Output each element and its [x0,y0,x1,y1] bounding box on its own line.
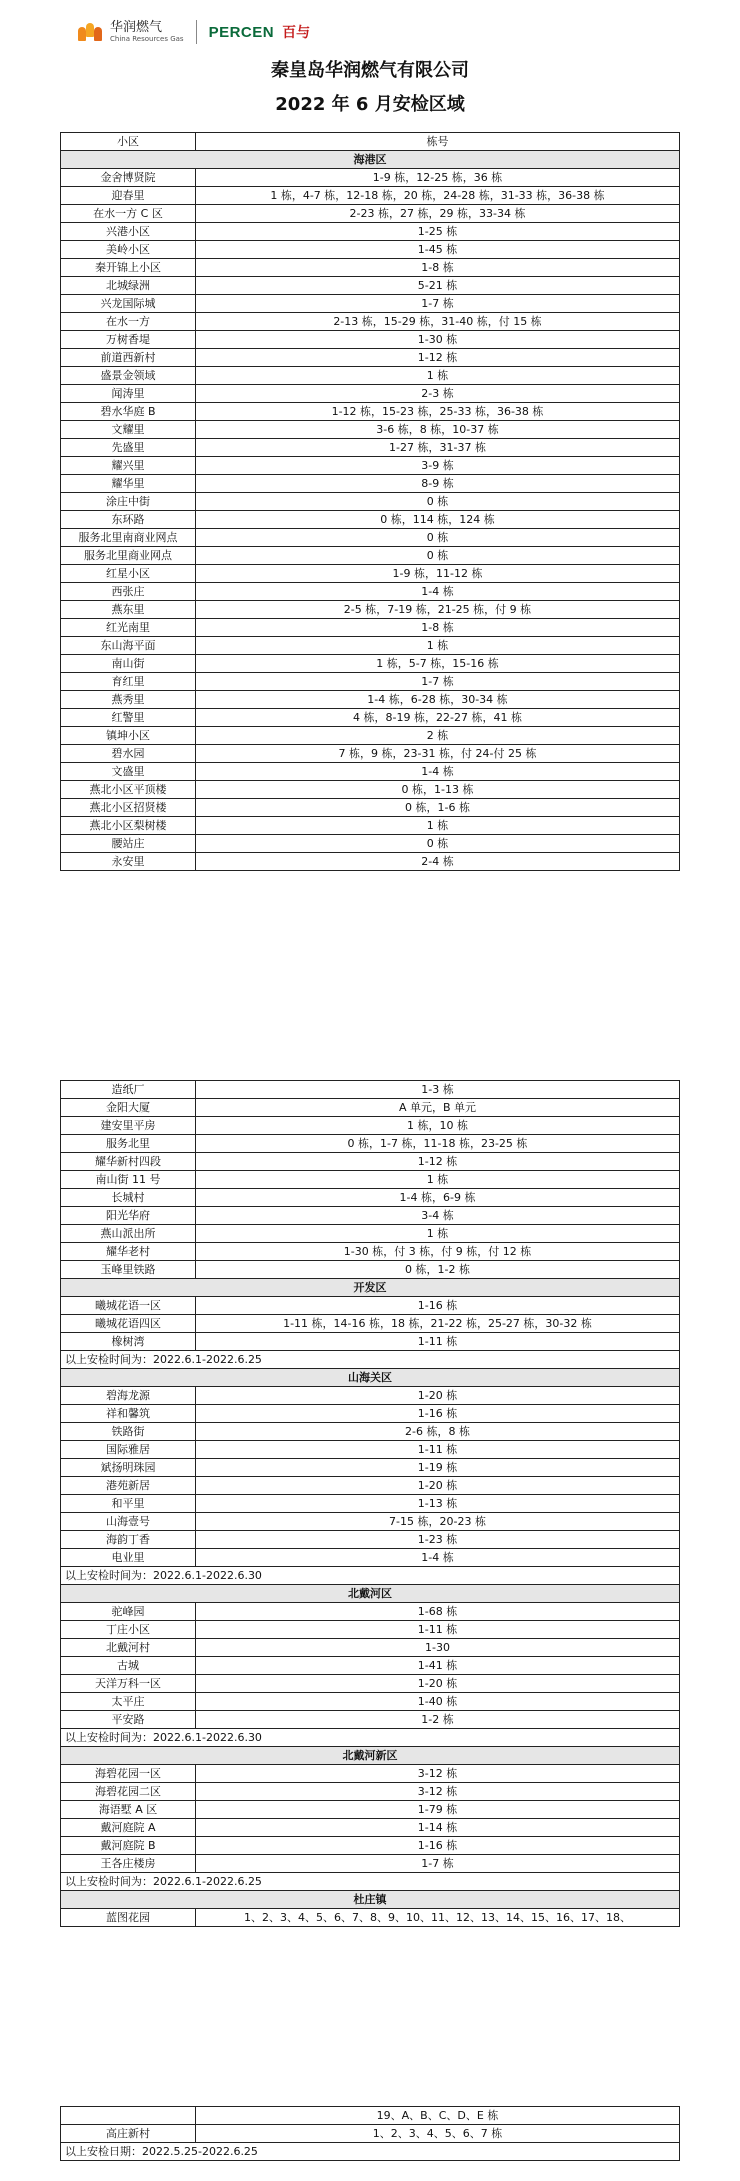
table-row [61,259,680,277]
table-row [61,1513,680,1531]
table-row [61,727,680,745]
community-name-cell: 建安里平房 [61,1117,196,1135]
table-row [61,1333,680,1351]
table-row [61,1783,680,1801]
community-name-cell: 镇坤小区 [61,727,196,745]
table-body-part1 [61,133,680,871]
table-row [61,1639,680,1657]
community-name-cell: 育红里 [61,673,196,691]
building-numbers-cell: 1-7 栋 [196,1855,680,1873]
table-row [61,1837,680,1855]
table-row [61,1801,680,1819]
logo-divider [196,20,197,44]
community-name-cell: 燕北小区梨树楼 [61,817,196,835]
building-numbers-cell: 1-11 栋，14-16 栋，18 栋，21-22 栋，25-27 栋，30-32 栋 [196,1315,680,1333]
building-numbers-cell: 2-3 栋 [196,385,680,403]
table-row [61,565,680,583]
community-name-cell: 戴河庭院 A [61,1819,196,1837]
table-row [61,187,680,205]
table-body-part3 [61,2107,680,2161]
building-numbers-cell: 0 栋 [196,835,680,853]
table-row [61,1657,680,1675]
table-row [61,1081,680,1099]
building-numbers-cell: 2 栋 [196,727,680,745]
community-name-cell: 服务北里 [61,1135,196,1153]
table-row [61,223,680,241]
building-numbers-cell: 1-4 栋 [196,583,680,601]
inspection-period-note-row [61,1873,680,1891]
building-numbers-cell: 1-16 栋 [196,1837,680,1855]
community-name-cell: 戴河庭院 B [61,1837,196,1855]
building-numbers-cell: 1-4 栋 [196,763,680,781]
table-row [61,493,680,511]
building-numbers-cell: 19、A、B、C、D、E 栋 [196,2107,680,2125]
table-row [61,853,680,871]
logo-cn-text: 华润燃气 [110,20,163,35]
table-row [61,1603,680,1621]
community-name-cell: 港苑新居 [61,1477,196,1495]
community-name-cell: 斌扬明珠园 [61,1459,196,1477]
table-row [61,781,680,799]
building-numbers-cell: 1-30 栋，付 3 栋，付 9 栋，付 12 栋 [196,1243,680,1261]
table-row [61,277,680,295]
community-name-cell: 耀华新村四段 [61,1153,196,1171]
building-numbers-cell: 1-2 栋 [196,1711,680,1729]
table-row [61,1909,680,1927]
building-numbers-cell: A 单元，B 单元 [196,1099,680,1117]
table-row [61,1459,680,1477]
building-numbers-cell: 1-8 栋 [196,619,680,637]
district-name: 山海关区 [61,1369,680,1387]
inspection-table-part3 [60,2106,680,2161]
community-name-cell: 王各庄楼房 [61,1855,196,1873]
building-numbers-cell: 1 栋 [196,1171,680,1189]
community-name-cell: 海碧花园一区 [61,1765,196,1783]
community-name-cell: 长城村 [61,1189,196,1207]
community-name-cell: 红警里 [61,709,196,727]
table-row [61,835,680,853]
table-row [61,169,680,187]
company-title: 秦皇岛华润燃气有限公司 [271,60,469,81]
community-name-cell: 在水一方 [61,313,196,331]
table-row [61,763,680,781]
building-numbers-cell: 0 栋，1-2 栋 [196,1261,680,1279]
community-name-cell: 东山海平面 [61,637,196,655]
table-row [61,1135,680,1153]
building-numbers-cell: 1 栋，5-7 栋，15-16 栋 [196,655,680,673]
community-name-cell: 永安里 [61,853,196,871]
table-row [61,799,680,817]
community-name-cell: 西张庄 [61,583,196,601]
community-name-cell: 万树香堤 [61,331,196,349]
flame-logo-icon [78,21,102,43]
building-numbers-cell: 0 栋 [196,529,680,547]
table-row [61,475,680,493]
table-row [61,1549,680,1567]
community-name-cell: 海语墅 A 区 [61,1801,196,1819]
community-name-cell: 腰站庄 [61,835,196,853]
community-name-cell: 前道西新村 [61,349,196,367]
building-numbers-cell: 1 栋 [196,1225,680,1243]
table-row [61,2107,680,2125]
community-name-cell: 丁庄小区 [61,1621,196,1639]
community-name-cell: 驼峰园 [61,1603,196,1621]
table-row [61,1387,680,1405]
community-name-cell: 和平里 [61,1495,196,1513]
community-name-cell: 北戴河村 [61,1639,196,1657]
community-name-cell: 燕北小区平顶楼 [61,781,196,799]
table-row [61,331,680,349]
table-row [61,205,680,223]
page-header [0,0,740,128]
community-name-cell: 兴龙国际城 [61,295,196,313]
company-logo [78,20,310,44]
district-section-row [61,151,680,169]
table-row [61,439,680,457]
table-row [61,547,680,565]
community-name-cell: 太平庄 [61,1693,196,1711]
community-name-cell: 耀华老村 [61,1243,196,1261]
building-numbers-cell: 1、2、3、4、5、6、7 栋 [196,2125,680,2143]
table-row [61,511,680,529]
building-numbers-cell: 1 栋，4-7 栋，12-18 栋，20 栋，24-28 栋，31-33 栋，36-38 栋 [196,187,680,205]
building-numbers-cell: 1-20 栋 [196,1387,680,1405]
table-row [61,1423,680,1441]
district-name: 北戴河新区 [61,1747,680,1765]
building-numbers-cell: 1-30 栋 [196,331,680,349]
table-header-row [61,133,680,151]
community-name-cell: 国际雅居 [61,1441,196,1459]
community-name-cell: 迎春里 [61,187,196,205]
building-numbers-cell: 1-13 栋 [196,1495,680,1513]
building-numbers-cell: 1-11 栋 [196,1441,680,1459]
community-name-cell: 古城 [61,1657,196,1675]
building-numbers-cell: 1-30 [196,1639,680,1657]
building-numbers-cell: 1-8 栋 [196,259,680,277]
inspection-period-note-row [61,2143,680,2161]
community-name-cell: 造纸厂 [61,1081,196,1099]
table-row [61,1765,680,1783]
building-numbers-cell: 1-11 栋 [196,1621,680,1639]
community-name-cell: 蓝图花园 [61,1909,196,1927]
building-numbers-cell: 0 栋，1-13 栋 [196,781,680,799]
building-numbers-cell: 1-23 栋 [196,1531,680,1549]
table-row [61,1405,680,1423]
table-row [61,1207,680,1225]
community-name-cell: 金阳大厦 [61,1099,196,1117]
table-row [61,1819,680,1837]
table-row [61,619,680,637]
building-numbers-cell: 1-12 栋 [196,349,680,367]
table-row [61,637,680,655]
table-row [61,1261,680,1279]
table-row [61,1225,680,1243]
community-name-cell: 服务北里南商业网点 [61,529,196,547]
community-name-cell: 铁路街 [61,1423,196,1441]
community-name-cell: 天洋万科一区 [61,1675,196,1693]
district-section-row [61,1891,680,1909]
table-row [61,1171,680,1189]
table-row [61,385,680,403]
building-numbers-cell: 1-79 栋 [196,1801,680,1819]
community-name-cell: 燕北小区招贤楼 [61,799,196,817]
table-row [61,1297,680,1315]
building-numbers-cell: 1-11 栋 [196,1333,680,1351]
table-row [61,1621,680,1639]
table-row [61,1495,680,1513]
table-row [61,1243,680,1261]
column-header-area: 小区 [61,133,196,151]
table-row [61,1099,680,1117]
building-numbers-cell: 1-4 栋 [196,1549,680,1567]
inspection-period-note-row [61,1351,680,1369]
building-numbers-cell: 1-7 栋 [196,673,680,691]
building-numbers-cell: 4 栋，8-19 栋，22-27 栋，41 栋 [196,709,680,727]
building-numbers-cell: 1-25 栋 [196,223,680,241]
community-name-cell: 电业里 [61,1549,196,1567]
district-section-row [61,1747,680,1765]
building-numbers-cell: 3-9 栋 [196,457,680,475]
community-name-cell: 碧水园 [61,745,196,763]
community-name-cell: 碧海龙源 [61,1387,196,1405]
community-name-cell: 北城绿洲 [61,277,196,295]
community-name-cell: 碧水华庭 B [61,403,196,421]
community-name-cell: 东环路 [61,511,196,529]
table-row [61,691,680,709]
building-numbers-cell: 0 栋，1-7 栋，11-18 栋，23-25 栋 [196,1135,680,1153]
table-row [61,673,680,691]
document-subtitle: 2022 年 6 月安检区域 [275,94,465,115]
community-name-cell: 耀华里 [61,475,196,493]
table-row [61,1315,680,1333]
building-numbers-cell: 1-20 栋 [196,1675,680,1693]
district-name: 海港区 [61,151,680,169]
community-name-cell: 南山街 11 号 [61,1171,196,1189]
table-row [61,2125,680,2143]
column-header-building: 栋号 [196,133,680,151]
community-name-cell: 祥和馨筑 [61,1405,196,1423]
district-section-row [61,1585,680,1603]
building-numbers-cell: 1、2、3、4、5、6、7、8、9、10、11、12、13、14、15、16、17、18、 [196,1909,680,1927]
building-numbers-cell: 1-3 栋 [196,1081,680,1099]
district-section-row [61,1369,680,1387]
table-row [61,1441,680,1459]
building-numbers-cell: 3-12 栋 [196,1765,680,1783]
table-row [61,655,680,673]
community-name-cell: 红光南里 [61,619,196,637]
table-row [61,349,680,367]
inspection-period-note-row [61,1567,680,1585]
table-row [61,1117,680,1135]
building-numbers-cell: 5-21 栋 [196,277,680,295]
inspection-period-note: 以上安检时间为：2022.6.1-2022.6.25 [61,1873,680,1891]
building-numbers-cell: 1-45 栋 [196,241,680,259]
table-row [61,1711,680,1729]
building-numbers-cell: 1-12 栋，15-23 栋，25-33 栋，36-38 栋 [196,403,680,421]
building-numbers-cell: 1-27 栋，31-37 栋 [196,439,680,457]
community-name-cell: 秦开锦上小区 [61,259,196,277]
table-row [61,583,680,601]
community-name-cell: 耀兴里 [61,457,196,475]
building-numbers-cell: 1-16 栋 [196,1405,680,1423]
table-row [61,529,680,547]
community-name-cell: 文盛里 [61,763,196,781]
building-numbers-cell: 1-9 栋，12-25 栋，36 栋 [196,169,680,187]
building-numbers-cell: 0 栋，1-6 栋 [196,799,680,817]
building-numbers-cell: 8-9 栋 [196,475,680,493]
community-name-cell: 在水一方 C 区 [61,205,196,223]
community-name-cell: 玉峰里铁路 [61,1261,196,1279]
table-row [61,1153,680,1171]
table-row [61,313,680,331]
table-row [61,1675,680,1693]
building-numbers-cell: 1-40 栋 [196,1693,680,1711]
community-name-cell: 燕秀里 [61,691,196,709]
community-name-cell: 美岭小区 [61,241,196,259]
table-row [61,601,680,619]
community-name-cell: 先盛里 [61,439,196,457]
community-name-cell: 兴港小区 [61,223,196,241]
building-numbers-cell: 1-16 栋 [196,1297,680,1315]
building-numbers-cell: 0 栋，114 栋，124 栋 [196,511,680,529]
community-name-cell: 海韵丁香 [61,1531,196,1549]
building-numbers-cell: 1 栋 [196,817,680,835]
inspection-period-note: 以上安检时间为：2022.6.1-2022.6.25 [61,1351,680,1369]
building-numbers-cell: 1-4 栋，6-9 栋 [196,1189,680,1207]
building-numbers-cell: 1-68 栋 [196,1603,680,1621]
table-row [61,1693,680,1711]
community-name-cell: 红星小区 [61,565,196,583]
community-name-cell [61,2107,196,2125]
building-numbers-cell: 1-41 栋 [196,1657,680,1675]
building-numbers-cell: 2-6 栋，8 栋 [196,1423,680,1441]
community-name-cell: 橡树湾 [61,1333,196,1351]
building-numbers-cell: 7 栋，9 栋，23-31 栋，付 24-付 25 栋 [196,745,680,763]
community-name-cell: 服务北里商业网点 [61,547,196,565]
community-name-cell: 盛景金领域 [61,367,196,385]
inspection-period-note-row [61,1729,680,1747]
table-row [61,1855,680,1873]
building-numbers-cell: 1 栋 [196,637,680,655]
table-row [61,1477,680,1495]
building-numbers-cell: 1-9 栋，11-12 栋 [196,565,680,583]
building-numbers-cell: 1-7 栋 [196,295,680,313]
table-row [61,241,680,259]
community-name-cell: 燕东里 [61,601,196,619]
building-numbers-cell: 2-13 栋，15-29 栋，31-40 栋，付 15 栋 [196,313,680,331]
community-name-cell: 高庄新村 [61,2125,196,2143]
community-name-cell: 文耀里 [61,421,196,439]
building-numbers-cell: 1-19 栋 [196,1459,680,1477]
building-numbers-cell: 1-12 栋 [196,1153,680,1171]
community-name-cell: 曦城花语四区 [61,1315,196,1333]
table-row [61,421,680,439]
building-numbers-cell: 1 栋 [196,367,680,385]
building-numbers-cell: 2-5 栋，7-19 栋，21-25 栋，付 9 栋 [196,601,680,619]
inspection-table-part1 [60,132,680,871]
inspection-period-note: 以上安检时间为：2022.6.1-2022.6.30 [61,1729,680,1747]
logo-script-text: 百与 [282,25,311,41]
building-numbers-cell: 1 栋，10 栋 [196,1117,680,1135]
district-section-row [61,1279,680,1297]
building-numbers-cell: 1-20 栋 [196,1477,680,1495]
community-name-cell: 阳光华府 [61,1207,196,1225]
community-name-cell: 海碧花园二区 [61,1783,196,1801]
table-row [61,367,680,385]
table-row [61,457,680,475]
district-name: 开发区 [61,1279,680,1297]
community-name-cell: 山海壹号 [61,1513,196,1531]
table-row [61,709,680,727]
building-numbers-cell: 7-15 栋，20-23 栋 [196,1513,680,1531]
community-name-cell: 燕山派出所 [61,1225,196,1243]
building-numbers-cell: 2-23 栋，27 栋，29 栋，33-34 栋 [196,205,680,223]
community-name-cell: 南山街 [61,655,196,673]
building-numbers-cell: 0 栋 [196,547,680,565]
community-name-cell: 涂庄中街 [61,493,196,511]
building-numbers-cell: 1-4 栋，6-28 栋，30-34 栋 [196,691,680,709]
community-name-cell: 平安路 [61,1711,196,1729]
building-numbers-cell: 1-14 栋 [196,1819,680,1837]
community-name-cell: 闻涛里 [61,385,196,403]
community-name-cell: 曦城花语一区 [61,1297,196,1315]
table-body-part2 [61,1081,680,1927]
building-numbers-cell: 3-12 栋 [196,1783,680,1801]
district-name: 北戴河区 [61,1585,680,1603]
building-numbers-cell: 3-6 栋，8 栋，10-37 栋 [196,421,680,439]
building-numbers-cell: 3-4 栋 [196,1207,680,1225]
table-row [61,403,680,421]
table-row [61,1531,680,1549]
table-row [61,295,680,313]
inspection-period-note: 以上安检日期：2022.5.25-2022.6.25 [61,2143,680,2161]
building-numbers-cell: 2-4 栋 [196,853,680,871]
logo-brand-text: PERCEN [208,23,275,41]
inspection-table-part2 [60,1080,680,1927]
district-name: 杜庄镇 [61,1891,680,1909]
building-numbers-cell: 0 栋 [196,493,680,511]
table-row [61,745,680,763]
logo-en-text: China Resources Gas [110,35,184,43]
table-row [61,817,680,835]
inspection-period-note: 以上安检时间为：2022.6.1-2022.6.30 [61,1567,680,1585]
table-row [61,1189,680,1207]
community-name-cell: 金舍博贤院 [61,169,196,187]
